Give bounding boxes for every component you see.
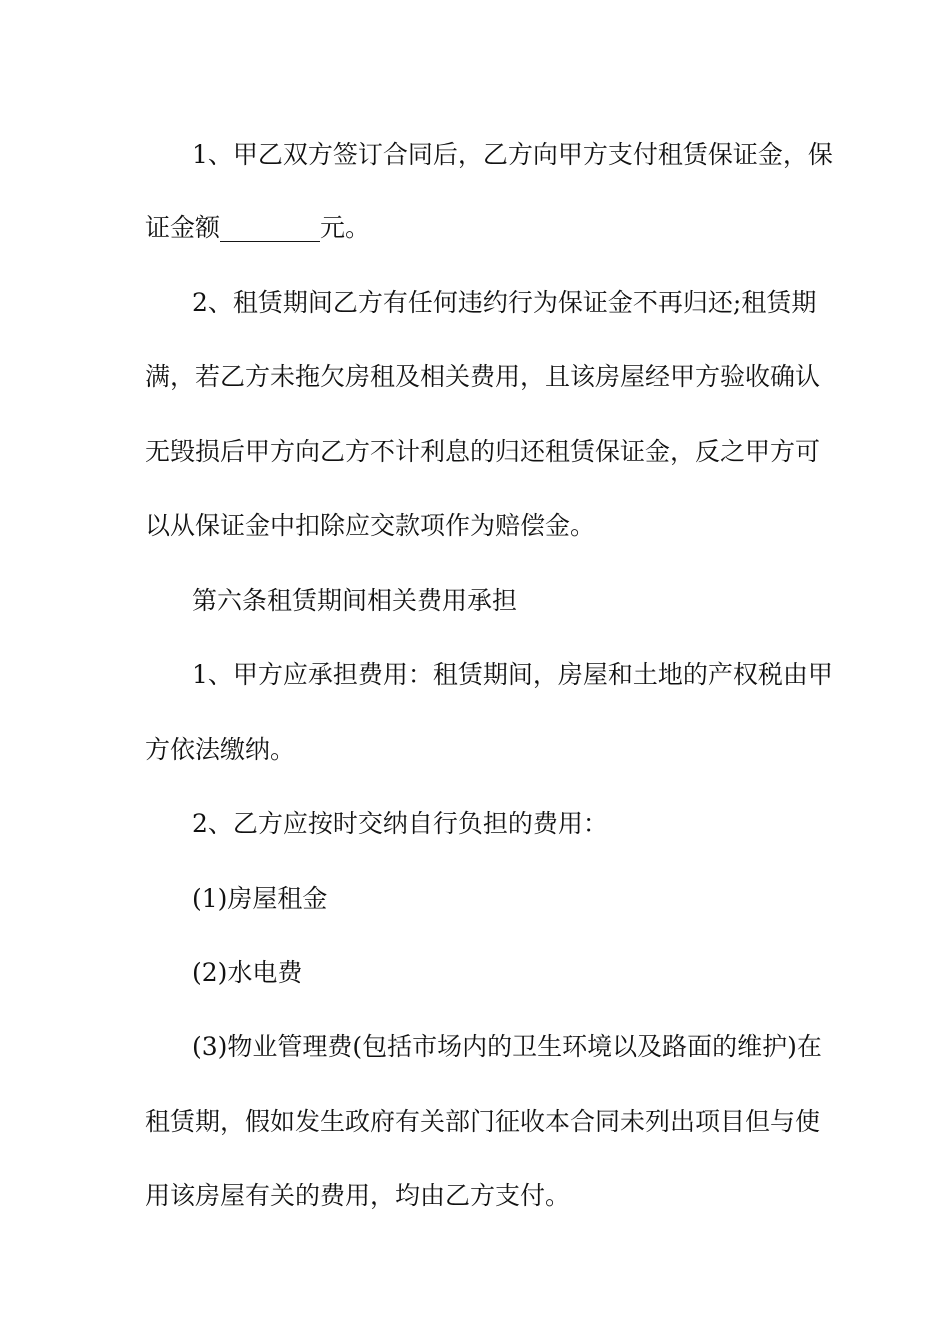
paragraph-line: 1、甲乙双方签订合同后，乙方向甲方支付租赁保证金，保 bbox=[192, 140, 833, 169]
paragraph-line: 方依法缴纳。 bbox=[145, 735, 296, 764]
paragraph-line: 1、甲方应承担费用：租赁期间，房屋和土地的产权税由甲 bbox=[192, 660, 833, 689]
list-item: (1)房屋租金 bbox=[192, 884, 328, 913]
list-item: (3)物业管理费(包括市场内的卫生环境以及路面的维护)在 bbox=[192, 1032, 822, 1061]
paragraph-line: 证金额________元。 bbox=[145, 213, 371, 242]
paragraph-line: 2、租赁期间乙方有任何违约行为保证金不再归还;租赁期 bbox=[192, 288, 817, 317]
paragraph-line: 以从保证金中扣除应交款项作为赔偿金。 bbox=[145, 511, 596, 540]
paragraph-line: 满，若乙方未拖欠房租及相关费用，且该房屋经甲方验收确认 bbox=[145, 362, 821, 391]
section-heading: 第六条租赁期间相关费用承担 bbox=[192, 586, 518, 615]
paragraph-line: 无毁损后甲方向乙方不计利息的归还租赁保证金，反之甲方可 bbox=[145, 437, 821, 466]
paragraph-line: 用该房屋有关的费用，均由乙方支付。 bbox=[145, 1181, 571, 1210]
paragraph-line: 租赁期，假如发生政府有关部门征收本合同未列出项目但与使 bbox=[145, 1107, 821, 1136]
paragraph-line: 2、乙方应按时交纳自行负担的费用： bbox=[192, 809, 608, 838]
list-item: (2)水电费 bbox=[192, 958, 303, 987]
